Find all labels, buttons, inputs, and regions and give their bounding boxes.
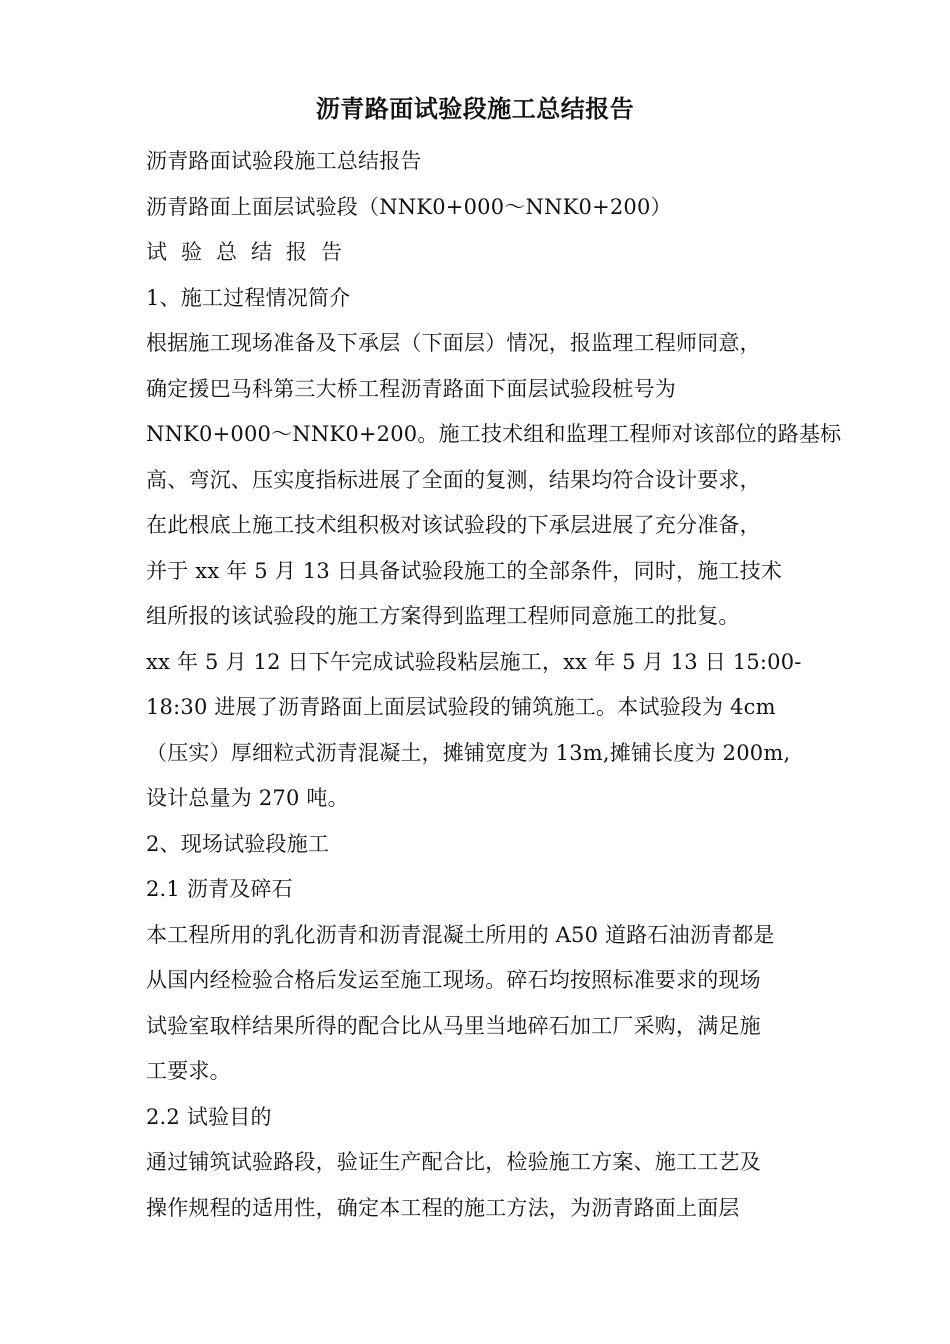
paragraph-line: 并于 xx 年 5 月 13 日具备试验段施工的全部条件，同时，施工技术 <box>146 558 783 583</box>
document-body <box>146 139 842 1231</box>
paragraph-line: 高、弯沉、压实度指标进展了全面的复测，结果均符合设计要求， <box>146 467 761 492</box>
paragraph-line: xx 年 5 月 12 日下午完成试验段粘层施工，xx 年 5 月 13 日 15:00- <box>146 649 802 674</box>
paragraph-line: 确定援巴马科第三大桥工程沥青路面下面层试验段桩号为 <box>146 376 676 401</box>
section-range-line: 沥青路面上面层试验段（NNK0+000～NNK0+200） <box>146 194 672 219</box>
section-heading-1: 1、施工过程情况简介 <box>146 285 351 310</box>
subtitle-line: 沥青路面试验段施工总结报告 <box>146 149 422 173</box>
paragraph-line: 从国内经检验合格后发运至施工现场。碎石均按照标准要求的现场 <box>146 968 761 992</box>
paragraph-line: 18:30 进展了沥青路面上面层试验段的铺筑施工。本试验段为 4cm <box>146 695 776 719</box>
subsection-heading-2-1: 2.1 沥青及碎石 <box>146 877 293 901</box>
paragraph-line: 组所报的该试验段的施工方案得到监理工程师同意施工的批复。 <box>146 604 740 628</box>
paragraph-line: NNK0+000～NNK0+200。施工技术组和监理工程师对该部位的路基标 <box>146 422 842 446</box>
paragraph-line: 通过铺筑试验路段，验证生产配合比，检验施工方案、施工工艺及 <box>146 1150 761 1174</box>
paragraph-line: 试验室取样结果所得的配合比从马里当地碎石加工厂采购，满足施 <box>146 1013 761 1038</box>
report-heading: 试验总结报告 <box>146 240 356 264</box>
paragraph-line: 本工程所用的乳化沥青和沥青混凝土所用的 A50 道路石油沥青都是 <box>146 922 775 947</box>
paragraph-line: 设计总量为 270 吨。 <box>146 786 349 810</box>
paragraph-line: 根据施工现场准备及下承层（下面层）情况，报监理工程师同意， <box>146 331 761 355</box>
section-heading-2: 2、现场试验段施工 <box>146 831 330 856</box>
paragraph-line: 操作规程的适用性，确定本工程的施工方法，为沥青路面上面层 <box>146 1195 740 1220</box>
subsection-heading-2-2: 2.2 试验目的 <box>146 1104 272 1129</box>
paragraph-line: 工要求。 <box>146 1059 231 1083</box>
paragraph-line: （压实）厚细粒式沥青混凝土，摊铺宽度为 13m,摊铺长度为 200m, <box>146 740 791 765</box>
document-title: 沥青路面试验段施工总结报告 <box>315 94 635 123</box>
paragraph-line: 在此根底上施工技术组积极对该试验段的下承层进展了充分准备， <box>146 513 761 537</box>
